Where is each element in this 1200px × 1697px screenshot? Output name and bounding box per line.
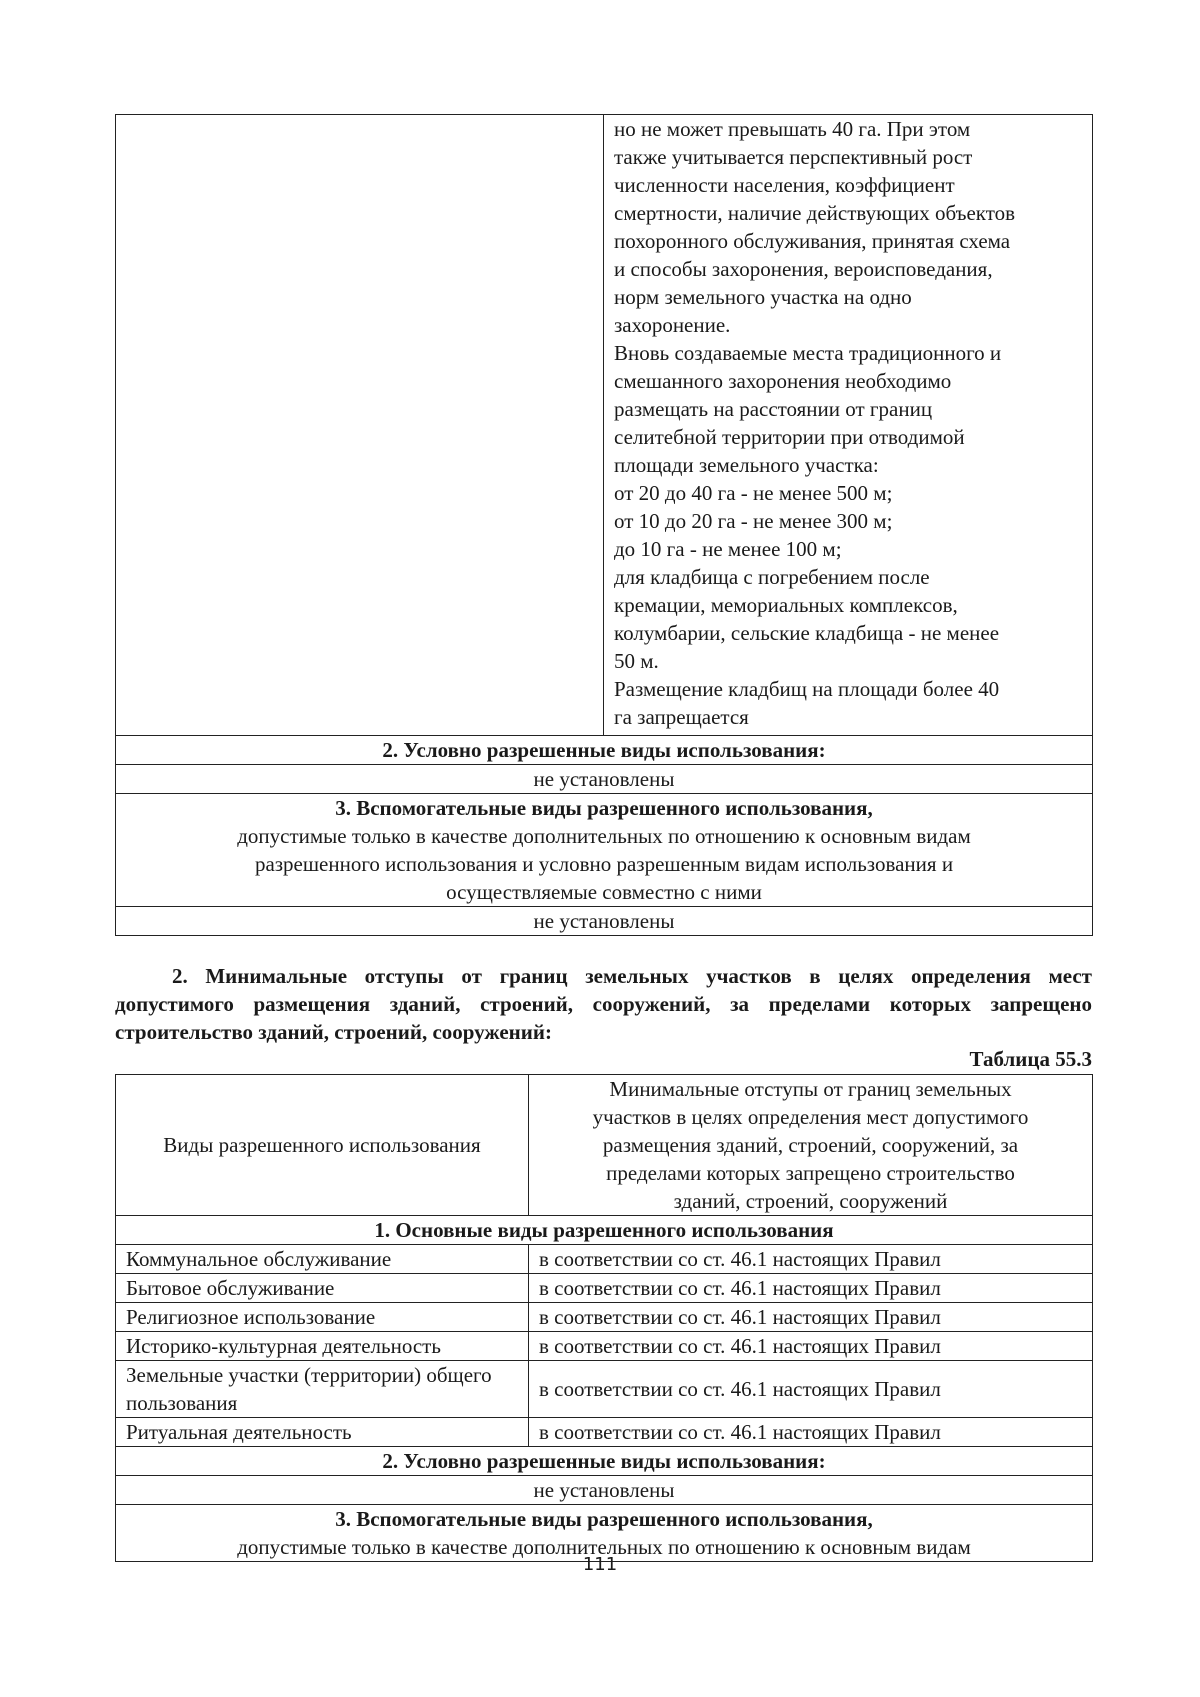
text-line: селитебной территории при отводимой	[614, 425, 965, 449]
setback-value: в соответствии со ст. 46.1 настоящих Правил	[529, 1361, 1093, 1418]
use-name: Ритуальная деятельность	[116, 1418, 529, 1447]
basic-uses-header: 1. Основные виды разрешенного использования	[116, 1216, 1093, 1245]
header-line: пределами которых запрещено строительство	[606, 1161, 1015, 1185]
header-line: зданий, строений, сооружений	[673, 1189, 948, 1213]
text-line: смертности, наличие действующих объектов	[614, 201, 1016, 225]
auxiliary-uses-line: осуществляемые совместно с ними	[446, 880, 762, 904]
page-number: 111	[582, 1554, 618, 1575]
table-row	[116, 1303, 1093, 1332]
setback-value: в соответствии со ст. 46.1 настоящих Правил	[529, 1418, 1093, 1447]
text-line: норм земельного участка на одно	[614, 285, 912, 309]
auxiliary-uses-title: 3. Вспомогательные виды разрешенного использования,	[335, 796, 873, 820]
setback-value: в соответствии со ст. 46.1 настоящих Правил	[529, 1274, 1093, 1303]
column-header-setbacks	[529, 1075, 1093, 1216]
text-line: размещать на расстоянии от границ	[614, 397, 933, 421]
setback-value: в соответствии со ст. 46.1 настоящих Правил	[529, 1245, 1093, 1274]
text-line: численности населения, коэффициент	[614, 173, 955, 197]
text-line: от 10 до 20 га - не менее 300 м;	[614, 509, 893, 533]
text-line: кремации, мемориальных комплексов,	[614, 593, 958, 617]
setback-value: в соответствии со ст. 46.1 настоящих Правил	[529, 1303, 1093, 1332]
text-line: Вновь создаваемые места традиционного и	[614, 341, 1002, 365]
conditional-uses-header: 2. Условно разрешенные виды использования:	[116, 1447, 1093, 1476]
text-line: площади земельного участка:	[614, 453, 879, 477]
text-line: смешанного захоронения необходимо	[614, 369, 952, 393]
text-line: колумбарии, сельские кладбища - не менее	[614, 621, 1000, 645]
conditional-uses-value: не установлены	[116, 1476, 1093, 1505]
header-line: размещения зданий, строений, сооружений, за	[602, 1133, 1019, 1157]
column-header-uses: Виды разрешенного использования	[116, 1075, 529, 1216]
use-name: Коммунальное обслуживание	[116, 1245, 529, 1274]
text-line: 50 м.	[614, 649, 659, 673]
conditional-uses-value: не установлены	[116, 765, 1093, 794]
text-line: до 10 га - не менее 100 м;	[614, 537, 842, 561]
use-name: Религиозное использование	[116, 1303, 529, 1332]
text-line: Размещение кладбищ на площади более 40	[614, 677, 1000, 701]
text-line: но не может превышать 40 га. При этом	[614, 117, 971, 141]
section-heading: 2. Минимальные отступы от границ земельных участков в целях определения мест допустимого размещения зданий, строений, сооружений, за пределами которых запрещено строительство зданий, строений, сооружений:	[115, 964, 1092, 1044]
text-line: от 20 до 40 га - не менее 500 м;	[614, 481, 893, 505]
auxiliary-uses-header-cell	[116, 794, 1093, 907]
setbacks-table	[115, 1074, 1093, 1562]
table-row	[116, 1361, 1093, 1418]
use-name: Историко-культурная деятельность	[116, 1332, 529, 1361]
use-name: Бытовое обслуживание	[116, 1274, 529, 1303]
text-line: похоронного обслуживания, принятая схема	[614, 229, 1011, 253]
text-line: га запрещается	[614, 705, 749, 729]
auxiliary-uses-line: допустимые только в качестве дополнительных по отношению к основным видам	[237, 824, 971, 848]
auxiliary-uses-value: не установлены	[116, 907, 1093, 936]
table-row	[116, 1418, 1093, 1447]
auxiliary-uses-title: 3. Вспомогательные виды разрешенного использования,	[335, 1507, 873, 1531]
text-line: и способы захоронения, вероисповедания,	[614, 257, 993, 281]
table-row	[116, 1332, 1093, 1361]
text-line: захоронение.	[614, 313, 731, 337]
empty-left-cell	[116, 115, 604, 736]
header-line: участков в целях определения мест допустимого	[592, 1105, 1029, 1129]
table-row	[116, 1245, 1093, 1274]
text-line: также учитывается перспективный рост	[614, 145, 973, 169]
text-line: для кладбища с погребением после	[614, 565, 930, 589]
table-row	[116, 1274, 1093, 1303]
setback-value: в соответствии со ст. 46.1 настоящих Правил	[529, 1332, 1093, 1361]
cemetery-requirements-cell	[604, 115, 1093, 736]
header-line: Минимальные отступы от границ земельных	[609, 1077, 1012, 1101]
auxiliary-uses-line: разрешенного использования и условно разрешенным видам использования и	[254, 852, 954, 876]
table-label: Таблица 55.3	[969, 1047, 1092, 1071]
use-name: Земельные участки (территории) общего пользования	[116, 1361, 529, 1418]
restrictions-table-continued	[115, 114, 1093, 936]
auxiliary-uses-line: допустимые только в качестве дополнительных по отношению к основным видам	[237, 1535, 971, 1559]
conditional-uses-header: 2. Условно разрешенные виды использования:	[116, 736, 1093, 765]
